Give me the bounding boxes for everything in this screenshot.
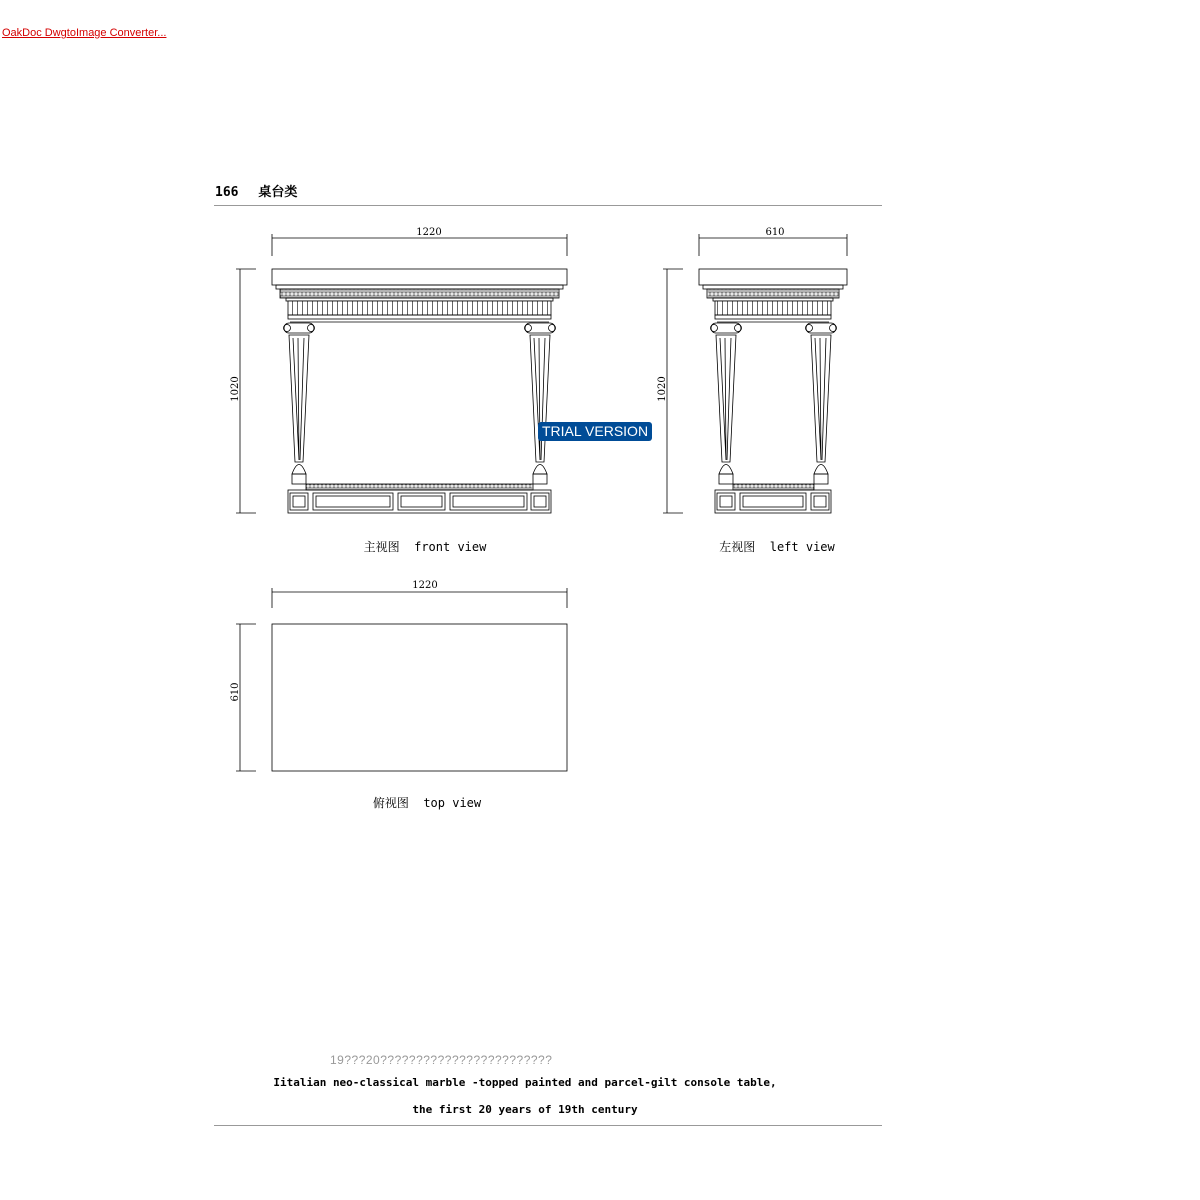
top-height-dimension: 610	[230, 682, 241, 702]
trial-version-badge: TRIAL VERSION	[538, 422, 652, 441]
front-view-caption-cn: 主视图	[363, 540, 400, 554]
top-view-drawing	[236, 588, 567, 771]
front-height-dimension: 1020	[230, 376, 241, 402]
front-view-drawing	[236, 234, 567, 513]
top-view-caption	[373, 794, 481, 811]
left-width-dimension: 610	[765, 227, 785, 238]
left-view-caption	[719, 538, 835, 555]
top-view-caption-cn: 俯视图	[372, 796, 409, 810]
converter-watermark-link[interactable]: OakDoc DwgtoImage Converter...	[2, 27, 167, 39]
description-line-2: the first 20 years of 19th century	[412, 1103, 638, 1116]
left-view-caption-cn: 左视图	[719, 540, 756, 554]
left-view-drawing	[663, 234, 847, 513]
category-title: 桌台类	[258, 185, 298, 200]
garbled-title-line: 19???20????????????????????????	[330, 1053, 553, 1067]
footer-rule	[214, 1125, 882, 1126]
page-number: 166	[215, 185, 239, 200]
front-view-caption-en: front view	[414, 540, 487, 554]
top-view-caption-en: top view	[423, 796, 482, 810]
top-width-dimension: 1220	[412, 580, 438, 591]
left-height-dimension: 1020	[657, 376, 668, 402]
front-width-dimension: 1220	[416, 227, 442, 238]
description-line-1: Iitalian neo-classical marble -topped painted and parcel-gilt console table,	[273, 1076, 777, 1089]
left-view-caption-en: left view	[769, 540, 835, 554]
front-view-caption	[364, 538, 487, 555]
